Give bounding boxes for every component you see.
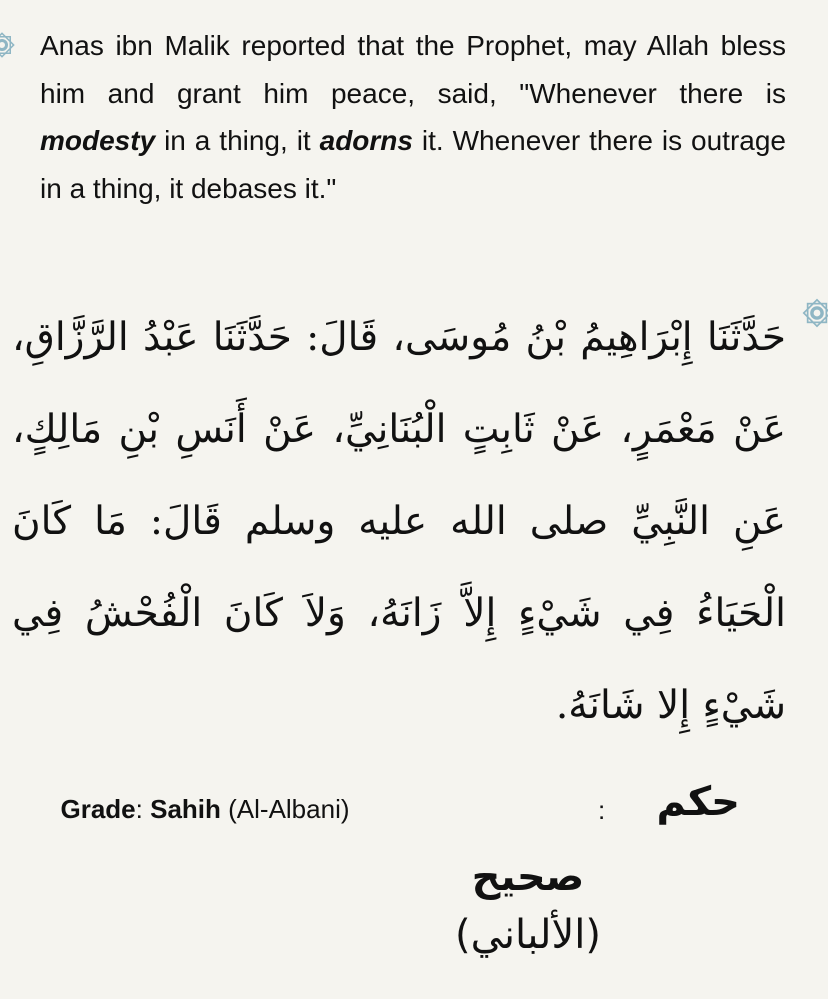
grade-english (60, 789, 350, 829)
grade-value: Sahih (150, 794, 221, 824)
star-ornament-icon (0, 30, 17, 60)
grade-arabic-label: حكم (656, 779, 740, 825)
grade-arabic-colon: : (598, 795, 606, 825)
grade-source: (Al-Albani) (220, 794, 350, 824)
grade-arabic-source: (الألباني) (454, 912, 602, 958)
emphasis-modesty: modesty (40, 125, 156, 156)
star-ornament-icon (800, 296, 828, 330)
emphasis-adorns: adorns (319, 125, 413, 156)
english-text-part: it. Whenever there is outrage in a thing, it debases it." (40, 125, 786, 204)
english-text-part: in a thing, it (155, 125, 320, 156)
hadith-english-text (40, 22, 786, 212)
hadith-arabic-text: حَدَّثَنَا إِبْرَاهِيمُ بْنُ مُوسَى، قَالَ: حَدَّثَنَا عَبْدُ الرَّزَّاقِ، عَنْ مَعْمَرٍ، عَنْ ثَابِتٍ الْبُنَانِيِّ، عَنْ أَنَسِ بْنِ مَالِكٍ، عَنِ النَّبِيِّ صلى الله عليه وسلم قَالَ: مَا كَانَ الْحَيَاءُ فِي شَيْءٍ إِلاَّ زَانَهُ، وَلاَ كَانَ الْفُحْشُ فِي شَيْءٍ إِلا شَانَهُ. (12, 315, 786, 728)
grade-arabic-value (420, 848, 636, 964)
grade-separator: : (135, 794, 151, 824)
grade-arabic-value-text: صحيح (471, 854, 585, 900)
english-text-part: Anas ibn Malik reported that the Prophet, may Allah bless him and grant him peace, said, "Whenever there is (40, 30, 786, 109)
grade-label: Grade (60, 794, 136, 824)
